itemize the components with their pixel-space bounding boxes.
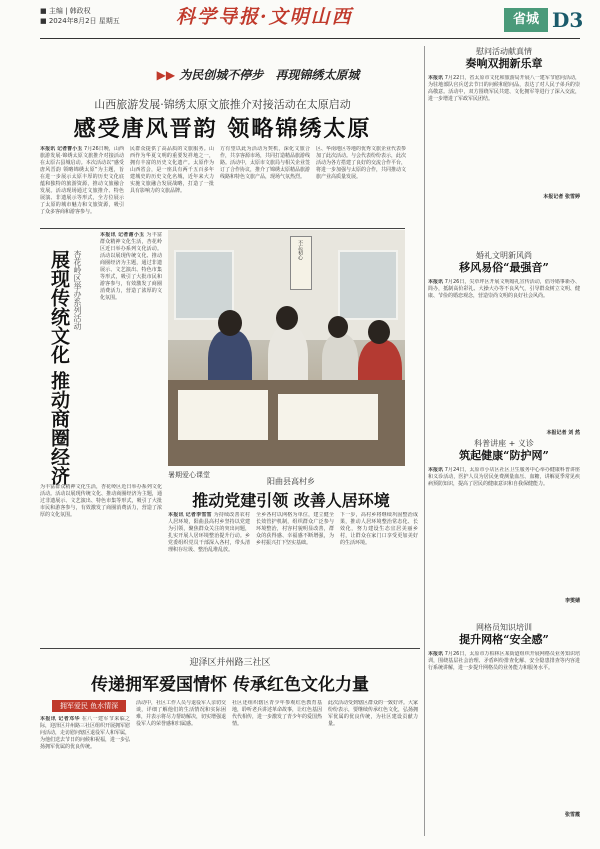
story2-col-3: 下一步，高村乡将继续巩固整治成果，推动人居环境整治常态化、长效化，努力建设生态宜居美丽乡村，让群众在家门口享受更加美好的生活环境。 [340,512,418,546]
right-story-3-body [428,467,580,597]
lead-col-4: 区、华南地区等地的优秀文旅企业代表参加了此次活动。与会代表纷纷表示，此次活动为各方搭建了良好的交流合作平台，将进一步加强与太原的合作，共同推动文旅产业高质量发展。 [316,146,406,180]
right-story-2-text: 7月26日，尖草坪区开展文明婚礼宣传活动，倡导婚事新办、简办，抵制高价彩礼、大操大办等不良风气，引导群众树立文明、健康、节俭的婚恋观念，营造崇尚文明的良好社会风尚。 [428,279,580,299]
story3-kicker: 迎泽区并州路三社区 [189,658,271,668]
page-number: D3 [552,8,584,32]
lead-headline: 感受唐风晋韵 领略锦绣太原 [73,116,372,142]
story3-headline: 传递拥军爱国情怀 传承红色文化力量 [91,675,369,695]
story3-tag: 拥军爱民 鱼水情深 [52,700,126,712]
lead-col-2: 民群众提供了高品质的文旅服务。山西作为华夏文明的重要发祥地之一，拥有丰富的历史文化遗产。太原作为山西省会，是一座具有两千五百多年建城史的历史文化名城，近年来大力实施文旅融合发展战略，打造了一批具有影响力的文旅品牌。 [130,146,214,194]
right-story-4 [428,622,580,818]
lead-photo [168,230,405,466]
story3-byline: 本报讯 记者邓华 [40,716,80,722]
photo-head-3 [328,316,348,338]
right-story-4-credit: 张雪霞 [564,812,580,818]
photo-scroll-text: 不忘初心 [297,240,303,260]
right-story-4-body [428,651,580,811]
right-story-3-kicker: 科普讲座 + 义诊 [474,439,534,448]
story2-col-1 [168,512,250,642]
right-story-2-credit: 本报记者 刘 然 [546,430,580,436]
right-story-2-kicker: 婚礼文明新风尚 [476,251,532,260]
right-story-1 [428,46,580,200]
slogan-sep: · [260,6,269,28]
side-title-small: 杏花岭区举办系列活动 [73,250,82,330]
section-tag: 省城 [504,8,548,32]
side-byline: 本报讯 记者谢小玉 [100,232,145,238]
date-line: ■ 2024年8月2日 星期五 [40,17,120,25]
story2-kicker: 阳曲县高村乡 [267,477,315,486]
photo-calligraphy-scroll [290,236,312,290]
banner-b: 再现锦绣太原城 [275,68,360,82]
lead-byline: 本报讯 记者曹小玉 [40,146,83,152]
right-story-4-text: 7月26日，太原市万柏林区某街道组织开展网格员业务知识培训，围绕基层社会治理、矛盾纠纷排查化解、安全隐患排查等内容进行系统讲解，进一步提升网格员的业务能力和服务水平。 [428,651,580,671]
photo-head-2 [276,306,298,330]
right-story-1-byline: 本报讯 [428,75,444,81]
masthead-rule [40,38,580,39]
right-story-4-byline: 本报讯 [428,651,444,657]
story3-text-1: 在八一建军节来临之际，迎泽区并州路三社区组织开展拥军慰问活动，走访慰问辖区退役军人和军属，为他们送去节日的问候和祝福，进一步弘扬拥军优属的优良传统。 [40,716,130,750]
right-story-1-text: 7月22日，省太原市文化和旅游局开展八一建军节慰问活动，为驻地部队官兵送去节日的问候和慰问品，表达了对人民子弟兵的崇高敬意。活动中，双方围绕军民共建、文化拥军等进行了深入交流，进一步增进了军政军民团结。 [428,75,580,102]
slogan-part-1: 科学导报 [176,6,261,28]
right-story-4-kicker: 网格员知识培训 [476,623,532,632]
story2-col-2: 全乡各村以网格为单位，建立健全长效管护机制，组织群众广泛参与环境整治，村容村貌明显改善，群众的获得感、幸福感不断增强，为乡村振兴打下坚实基础。 [256,512,334,546]
right-story-1-kicker: 慰问活动献真情 [476,47,532,56]
right-story-2-headline: 移风易俗“最强音” [459,261,549,274]
masthead-slogan [176,2,353,29]
story3-col-4: 此次活动受到辖区群众的一致好评。大家纷纷表示，要继续传承红色文化，弘扬拥军优属的优良传统，为社区建设贡献力量。 [328,700,418,727]
story3-col-1 [40,716,130,836]
story2-headline: 推动党建引领 改善人居环境 [192,491,390,510]
photo-caption: 暑期爱心课堂 [168,471,210,479]
photo-window-2 [338,250,398,320]
photo-paper-2 [278,394,378,440]
masthead-meta [40,6,120,26]
right-story-2-byline: 本报讯 [428,279,444,285]
right-story-3-text: 7月24日，太原市小店区社区卫生服务中心举办健康科普讲座和义诊活动，医护人员为居民免费测量血压、血糖，讲解夏季常见疾病预防知识，提高了居民的健康意识和自我保健能力。 [428,467,580,487]
story3-col-2: 活动中，社区工作人员与退役军人亲切交谈，详细了解他们的生活情况和实际困难，并表示将尽力帮助解决，切实增强退役军人的荣誉感和归属感。 [136,700,226,727]
right-story-3-byline: 本报讯 [428,467,444,473]
right-col-rule [424,46,425,836]
photo-window-1 [174,250,234,320]
right-story-1-headline: 奏响双拥新乐章 [465,57,543,70]
side-text: 为丰富群众精神文化生活，杏花岭区近日举办系列文化活动。活动以展现传统文化、推动商圈经济为主题，通过非遗展示、文艺演出、特色市集等形式，吸引了大批市民和游客参与，有效激发了商圈消费活力，营造了浓厚的文化氛围。 [100,232,162,301]
story3-divider [40,648,420,649]
right-story-3-headline: 筑起健康“防护网” [459,449,549,462]
slogan-part-2: 文明山西 [268,6,353,28]
lead-text-1: 7月26日晚，山西旅游发展·锦绣太原文旅推介对接活动在太原古县城启动。本次活动以“感受唐风晋韵 领略锦绣太原”为主题，旨在进一步展示太原丰厚的历史文化底蕴和独特的旅游资源，推动文旅融合发展。活动现场通过文旅推介、特色展演、非遗展示等形式，全方位展示了太原的城市魅力和文旅资源，吸引了众多客商和游客参与。 [40,146,124,215]
story2-byline: 本报讯 记者李雪雪 [168,512,212,518]
lead-kicker: 山西旅游发展·锦绣太原文旅推介对接活动在太原启动 [94,98,351,111]
right-story-2 [428,250,580,436]
banner-a: 为民创城不停步 [179,68,264,82]
side-col-2: 为丰富群众精神文化生活，杏花岭区近日举办系列文化活动。活动以展现传统文化、推动商圈经济为主题，通过非遗展示、文艺演出、特色市集等形式，吸引了大批市民和游客参与，有效激发了商圈消费活力，营造了浓厚的文化氛围。 [40,484,162,518]
masthead [0,0,600,46]
banner-slogan [138,66,378,83]
photo-paper-1 [178,390,268,440]
lead-divider [40,228,405,229]
right-story-1-credit: 本报记者 张雪婷 [543,194,580,200]
right-story-2-body [428,279,580,429]
right-story-3 [428,438,580,604]
story3-col-3: 社区还组织辖区青少年参观红色教育基地，聆听老兵讲述革命故事，让红色基因代代相传，进一步激发了青少年的爱国热情。 [232,700,322,727]
photo-head-4 [368,320,390,344]
right-story-3-credit: 李雯婧 [564,598,580,604]
banner-icon: ▶▶ [156,68,180,82]
right-story-1-body [428,75,580,193]
photo-head-1 [218,310,242,336]
right-story-4-headline: 提升网格“安全感” [459,633,549,646]
lead-col-3: 方有望以此为活动为契机，深化文旅合作，共享客源市场，共同打造精品旅游线路。活动中，太原市文旅局与相关企业签订了合作协议，推介了锦绣太原精品旅游线路和特色文旅产品，现场气氛热烈。 [220,146,310,180]
lead-col-1 [40,146,124,226]
side-col [100,232,162,482]
side-title-big: 展现传统文化 推动商圈经济 [48,250,70,485]
story2-text-1: 为持续改善农村人居环境，阳曲县高村乡坚持以党建为引领，聚焦群众关注的突出问题，扎实开展人居环境整治提升行动。乡党委组织党员干部深入各村，带头清理积存垃圾、整治乱堆乱放。 [168,512,250,553]
editor-line: ■ 主编 | 韩政权 [40,7,91,15]
